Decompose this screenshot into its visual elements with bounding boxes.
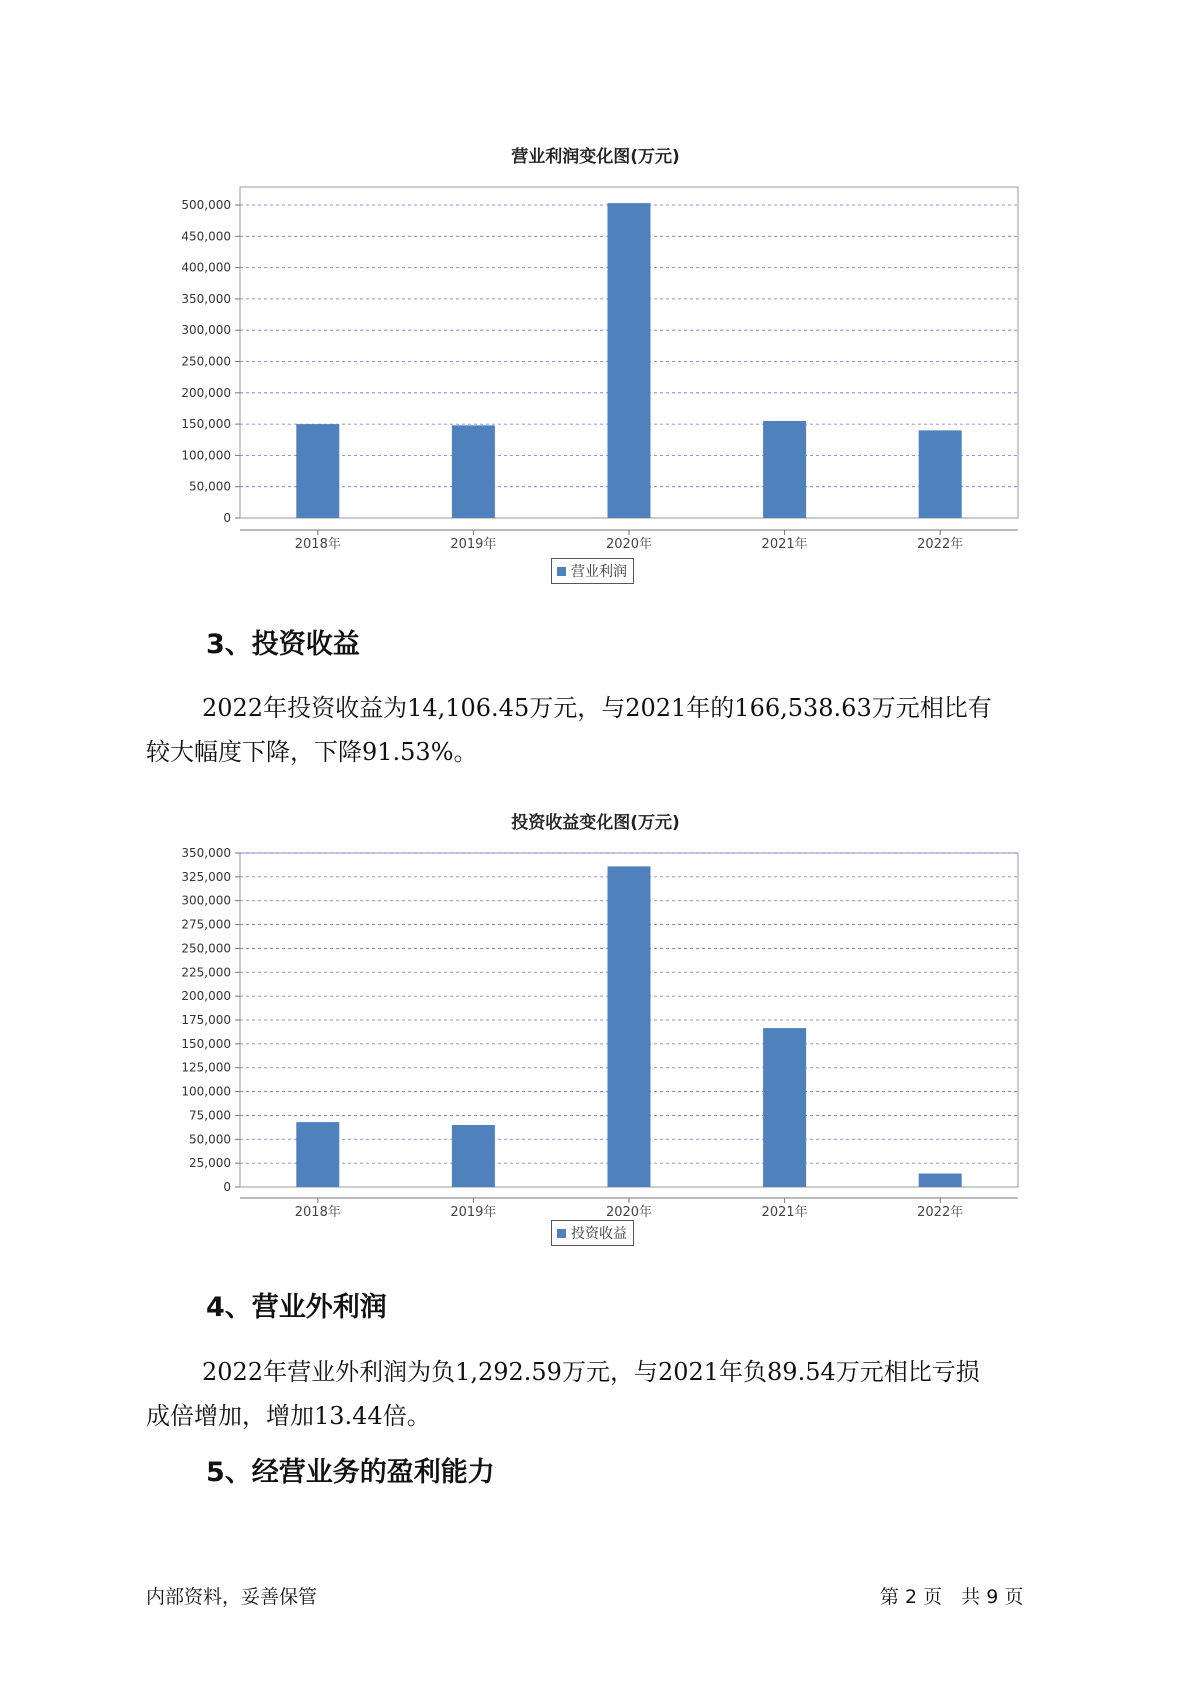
chart2-title: 投资收益变化图(万元) bbox=[511, 813, 680, 833]
section-4-heading: 4、营业外利润 bbox=[206, 1292, 387, 1323]
x-tick-label: 2020年 bbox=[605, 1205, 653, 1220]
bar-2018年 bbox=[296, 424, 339, 518]
y-tick-label: 500,000 bbox=[181, 198, 231, 212]
y-tick-label: 350,000 bbox=[181, 846, 231, 860]
y-tick-label: 200,000 bbox=[181, 989, 231, 1004]
section-4-line-1: 2022年营业外利润为负1,292.59万元，与2021年负89.54万元相比亏损 bbox=[202, 1358, 980, 1386]
y-tick-label: 100,000 bbox=[181, 448, 231, 463]
legend-swatch bbox=[557, 567, 566, 576]
y-tick-label: 350,000 bbox=[181, 291, 231, 306]
y-tick-label: 175,000 bbox=[181, 1013, 231, 1027]
bar-2022年 bbox=[919, 1174, 962, 1187]
x-tick-label: 2018年 bbox=[294, 537, 341, 552]
y-tick-label: 150,000 bbox=[181, 1036, 231, 1051]
x-tick-label: 2022年 bbox=[917, 1205, 964, 1220]
y-tick-label: 125,000 bbox=[181, 1060, 231, 1075]
y-tick-label: 75,000 bbox=[189, 1108, 231, 1123]
bar-2018年 bbox=[296, 1122, 339, 1187]
y-tick-label: 150,000 bbox=[181, 417, 231, 432]
y-tick-label: 275,000 bbox=[181, 917, 231, 932]
y-tick-label: 25,000 bbox=[189, 1156, 231, 1171]
y-tick-label: 300,000 bbox=[181, 323, 231, 338]
y-tick-label: 0 bbox=[223, 511, 231, 525]
y-tick-label: 250,000 bbox=[181, 941, 231, 956]
bar-2019年 bbox=[452, 425, 495, 518]
investment-income-chart bbox=[0, 834, 1191, 1234]
x-tick-label: 2020年 bbox=[605, 537, 653, 552]
y-tick-label: 200,000 bbox=[181, 385, 231, 400]
y-tick-label: 450,000 bbox=[181, 229, 231, 244]
section-3-line-1: 2022年投资收益为14,106.45万元，与2021年的166,538.63万元相比有 bbox=[202, 694, 992, 722]
y-tick-label: 225,000 bbox=[181, 965, 231, 980]
bar-2019年 bbox=[452, 1125, 495, 1187]
chart1-legend-label: 营业利润 bbox=[571, 564, 627, 580]
x-tick-label: 2021年 bbox=[761, 1205, 808, 1220]
y-tick-label: 0 bbox=[223, 1180, 231, 1194]
y-tick-label: 50,000 bbox=[189, 1132, 231, 1147]
y-tick-label: 250,000 bbox=[181, 354, 231, 369]
y-tick-label: 100,000 bbox=[181, 1084, 231, 1099]
chart1-legend bbox=[551, 558, 634, 584]
section-3-line-2: 较大幅度下降，下降91.53%。 bbox=[146, 738, 478, 766]
x-tick-label: 2019年 bbox=[450, 537, 497, 552]
section-3-heading: 3、投资收益 bbox=[206, 629, 360, 660]
section-4-line-2: 成倍增加，增加13.44倍。 bbox=[146, 1402, 431, 1430]
chart2-legend bbox=[551, 1220, 634, 1246]
x-tick-label: 2019年 bbox=[450, 1205, 497, 1220]
chart1-title: 营业利润变化图(万元) bbox=[511, 147, 680, 167]
bar-2021年 bbox=[763, 421, 806, 518]
x-tick-label: 2018年 bbox=[294, 1205, 341, 1220]
section-3-paragraph bbox=[146, 686, 1066, 774]
y-tick-label: 300,000 bbox=[181, 893, 231, 908]
x-tick-label: 2021年 bbox=[761, 537, 808, 552]
section-4-paragraph bbox=[146, 1350, 1066, 1438]
y-tick-label: 325,000 bbox=[181, 869, 231, 884]
footer-page-number: 第 2 页 共 9 页 bbox=[880, 1586, 1024, 1608]
chart2-legend-label: 投资收益 bbox=[571, 1226, 627, 1242]
x-tick-label: 2022年 bbox=[917, 537, 964, 552]
section-5-heading: 5、经营业务的盈利能力 bbox=[206, 1457, 495, 1488]
y-tick-label: 50,000 bbox=[189, 479, 231, 494]
bar-2020年 bbox=[608, 866, 651, 1187]
y-tick-label: 400,000 bbox=[181, 260, 231, 275]
footer-note: 内部资料，妥善保管 bbox=[146, 1586, 318, 1608]
bar-2020年 bbox=[608, 203, 651, 518]
bar-2021年 bbox=[763, 1028, 806, 1187]
legend-swatch bbox=[557, 1229, 566, 1238]
operating-profit-chart bbox=[0, 170, 1191, 570]
bar-2022年 bbox=[919, 430, 962, 518]
